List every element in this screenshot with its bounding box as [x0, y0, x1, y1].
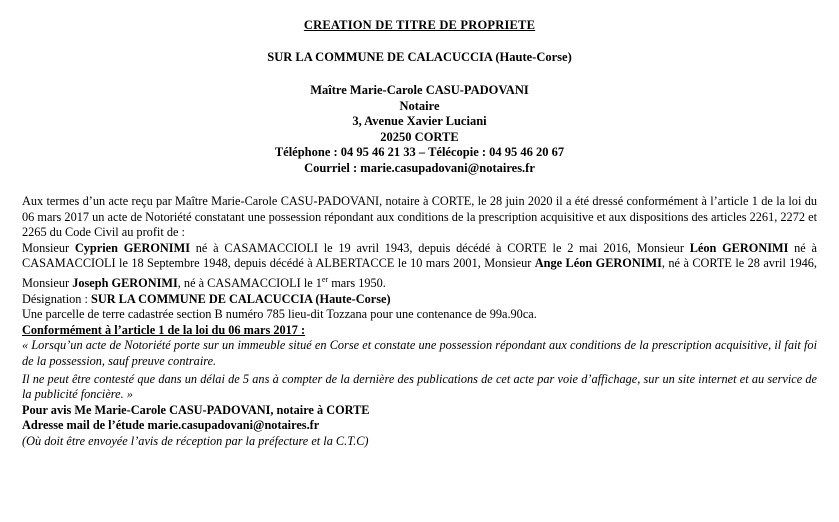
notice-line-2: Adresse mail de l’étude marie.casupadovani@notaires.fr: [22, 418, 320, 433]
legal-quote-1: « Lorsqu’un acte de Notoriété porte sur un immeuble situé en Corse et constate une possession répondant aux conditions de la prescription acquisitive, il fait foi de la possession, sauf preuve contraire.: [22, 338, 817, 369]
heirs-text-1: Monsieur: [22, 240, 75, 255]
notary-address: 3, Avenue Xavier Luciani: [352, 114, 487, 128]
heirs-paragraph: [22, 241, 817, 292]
intro-paragraph: Aux termes d’un acte reçu par Maître Marie-Carole CASU-PADOVANI, notaire à CORTE, le 28 juin 2020 il a été dressé conformément à l’article 1 de la loi du 06 mars 2017 un acte de Notoriété constatant une possession répondant aux conditions de la prescription acquisitive et aux dispositions des articles 2261, 2272 et 2265 du Code Civil au profit de :: [22, 194, 817, 240]
notice-line-3: (Où doit être envoyée l’avis de réception par la préfecture et la C.T.C): [22, 434, 369, 448]
notary-email: Courriel : marie.casupadovani@notaires.fr: [304, 160, 535, 175]
heir-name-leon: Léon GERONIMI: [689, 240, 789, 255]
page-title: CREATION DE TITRE DE PROPRIETE: [303, 18, 536, 32]
designation-value: SUR LA COMMUNE DE CALACUCCIA (Haute-Corse): [91, 291, 391, 306]
designation-label: Désignation :: [22, 291, 91, 306]
conformity-heading: Conformément à l’article 1 de la loi du 06 mars 2017 :: [22, 322, 306, 337]
parcel-paragraph: Une parcelle de terre cadastrée section B numéro 785 lieu-dit Tozzana pour une contenance de 99a.90ca.: [22, 307, 537, 322]
heirs-text-4: , né à CORTE le 28 avril 1946, Monsieur: [22, 256, 817, 291]
notary-city: 20250 CORTE: [380, 129, 459, 144]
heir-name-cyprien: Cyprien GERONIMI: [74, 240, 190, 255]
heir-name-ange-leon: Ange Léon GERONIMI: [534, 256, 662, 271]
heir-name-joseph: Joseph GERONIMI: [72, 276, 178, 291]
notary-block: [22, 83, 817, 176]
notary-name: Maître Marie-Carole CASU-PADOVANI: [310, 83, 529, 97]
heirs-text-3: né à CASAMACCIOLI le 18 Septembre 1948, depuis décédé à ALBERTACCE le 10 mars 2001, Monsieur: [22, 240, 817, 271]
designation-paragraph: [22, 292, 817, 308]
page-subtitle: SUR LA COMMUNE DE CALACUCCIA (Haute-Corse): [267, 50, 572, 64]
legal-quote-2: Il ne peut être contesté que dans un délai de 5 ans à compter de la dernière des publications de cet acte par voie d’affichage, sur un site internet et au service de la publicité foncière. »: [22, 371, 817, 402]
heirs-text-5: , né à CASAMACCIOLI le 1: [177, 276, 322, 291]
notary-role: Notaire: [399, 98, 440, 113]
notary-phone: Téléphone : 04 95 46 21 33 – Télécopie : 04 95 46 20 67: [274, 145, 565, 159]
heirs-text-6: mars 1950.: [328, 276, 386, 291]
notice-line-1: Pour avis Me Marie-Carole CASU-PADOVANI, notaire à CORTE: [22, 402, 370, 417]
ordinal-suffix: er: [321, 274, 329, 284]
heirs-text-2: né à CASAMACCIOLI le 19 avril 1943, depuis décédé à CORTE le 2 mai 2016, Monsieur: [190, 240, 690, 255]
